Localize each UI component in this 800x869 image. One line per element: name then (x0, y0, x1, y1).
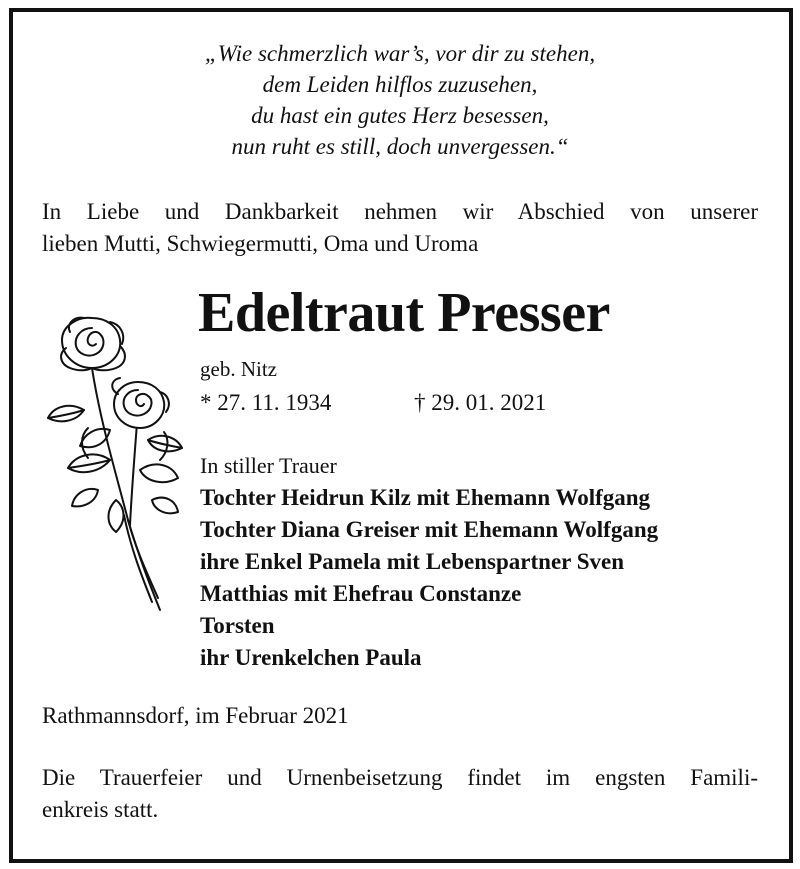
mourning-heading: In stiller Trauer (200, 453, 337, 478)
birth-date: * 27. 11. 1934 (200, 390, 332, 415)
poem-line-1: „Wie schmerzlich war’s, vor dir zu stehen, (204, 41, 596, 66)
roses-icon (40, 310, 190, 620)
mourner-line: ihre Enkel Pamela mit Lebenspartner Sven (200, 549, 625, 574)
mourner-line: ihr Urenkelchen Paula (200, 645, 422, 670)
funeral-notice-line-1: Die Trauerfeier und Urnenbeisetzung findet im engsten Famili- (42, 765, 758, 790)
deceased-name: Edeltraut Presser (198, 282, 610, 344)
mourner-line: Tochter Heidrun Kilz mit Ehemann Wolfgang (200, 485, 651, 510)
funeral-notice (42, 762, 758, 826)
poem-line-3: du hast ein gutes Herz besessen, (251, 103, 549, 128)
poem-line-2: dem Leiden hilflos zuzusehen, (262, 72, 538, 97)
mourners-list (200, 482, 658, 674)
mourner-line: Torsten (200, 613, 275, 638)
poem-line-4: nun ruht es still, doch unvergessen.“ (231, 134, 569, 159)
mourner-line: Matthias mit Ehefrau Constanze (200, 581, 522, 606)
mourner-line: Tochter Diana Greiser mit Ehemann Wolfgang (200, 517, 659, 542)
death-date: † 29. 01. 2021 (414, 390, 547, 415)
intro-line-1: In Liebe und Dankbarkeit nehmen wir Abschied von unserer (42, 199, 758, 224)
place-and-date: Rathmannsdorf, im Februar 2021 (42, 703, 349, 728)
intro-line-2: lieben Mutti, Schwiegermutti, Oma und Uroma (42, 231, 479, 256)
birth-name: geb. Nitz (200, 357, 277, 381)
funeral-notice-line-2: enkreis statt. (42, 797, 159, 822)
intro-text (42, 196, 758, 260)
poem (0, 38, 800, 162)
